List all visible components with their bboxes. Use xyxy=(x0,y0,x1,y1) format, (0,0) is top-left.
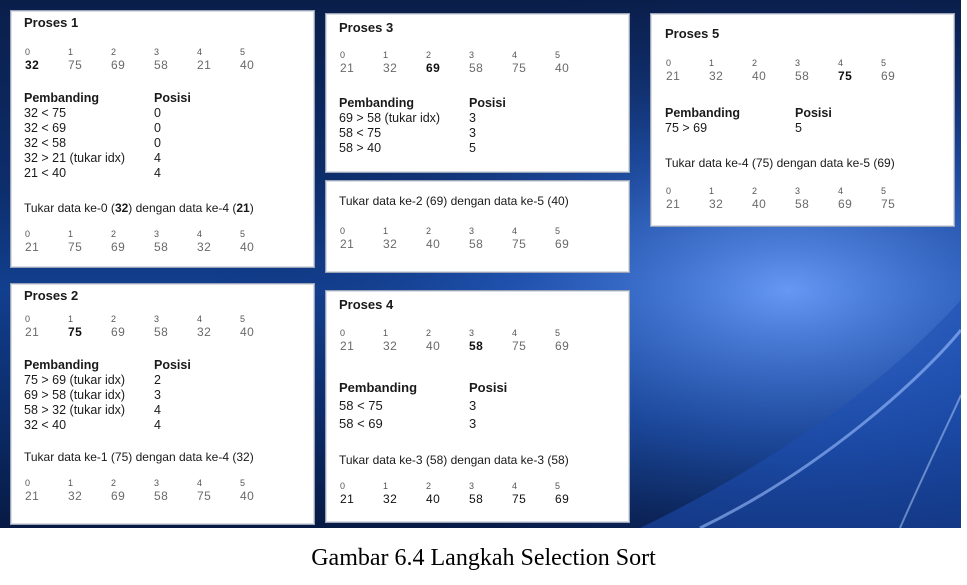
array-value: 21 xyxy=(197,58,212,72)
position-value: 0 xyxy=(154,106,161,120)
swap-note: Tukar data ke-1 (75) dengan data ke-4 (32) xyxy=(24,450,254,464)
array-value: 69 xyxy=(426,61,441,75)
array-value: 32 xyxy=(25,58,40,72)
array-value: 32 xyxy=(383,237,398,251)
swap-note: Tukar data ke-4 (75) dengan data ke-5 (69) xyxy=(665,156,895,170)
array-value: 21 xyxy=(25,240,40,254)
swap-note-text: ) dengan data ke-4 ( xyxy=(128,201,237,215)
column-header: Pembanding xyxy=(665,106,741,120)
panel-title: Proses 2 xyxy=(24,288,79,303)
column-header: Pembanding xyxy=(339,380,418,395)
array-value: 58 xyxy=(795,69,810,83)
array-value: 32 xyxy=(709,69,724,83)
position-value: 3 xyxy=(469,126,476,140)
panel-title: Proses 4 xyxy=(339,297,394,312)
array-value: 40 xyxy=(426,339,441,353)
array-value: 75 xyxy=(68,325,83,339)
value-row xyxy=(25,325,283,339)
swap-value: 21 xyxy=(236,201,250,215)
index-label: 2 xyxy=(111,47,117,57)
index-row xyxy=(25,314,283,325)
index-label: 4 xyxy=(197,478,203,488)
array-value: 58 xyxy=(154,325,169,339)
index-label: 5 xyxy=(555,328,561,338)
position-value: 3 xyxy=(469,398,477,413)
value-row xyxy=(666,69,924,83)
index-label: 5 xyxy=(555,226,561,236)
index-row xyxy=(25,229,283,240)
array-value: 40 xyxy=(426,237,441,251)
array-after xyxy=(340,226,598,251)
proses-5-panel xyxy=(650,13,955,227)
array-value: 75 xyxy=(512,492,527,506)
array-value: 69 xyxy=(555,339,570,353)
index-label: 0 xyxy=(666,186,672,196)
comparison-text: 32 < 75 xyxy=(24,106,67,120)
position-value: 5 xyxy=(469,141,476,155)
swap-note xyxy=(24,201,254,215)
index-row xyxy=(25,47,283,58)
column-header: Posisi xyxy=(154,91,191,105)
array-value: 58 xyxy=(469,492,484,506)
index-label: 1 xyxy=(383,226,389,236)
array-value: 21 xyxy=(340,237,355,251)
comparison-text: 58 < 75 xyxy=(339,398,383,413)
index-label: 1 xyxy=(68,478,74,488)
array-value: 69 xyxy=(111,489,126,503)
value-row xyxy=(666,197,924,211)
index-label: 4 xyxy=(838,58,844,68)
position-value: 4 xyxy=(154,403,161,417)
index-label: 0 xyxy=(25,47,31,57)
array-before xyxy=(340,50,598,75)
array-value: 21 xyxy=(340,339,355,353)
index-label: 4 xyxy=(512,226,518,236)
index-label: 3 xyxy=(469,328,475,338)
index-label: 5 xyxy=(555,481,561,491)
value-row xyxy=(340,492,598,506)
swap-note: Tukar data ke-2 (69) dengan data ke-5 (40) xyxy=(339,194,569,208)
array-value: 40 xyxy=(752,197,767,211)
index-label: 5 xyxy=(881,186,887,196)
panel-title: Proses 3 xyxy=(339,20,394,35)
index-label: 1 xyxy=(383,50,389,60)
array-value: 21 xyxy=(666,69,681,83)
array-after xyxy=(25,478,283,503)
index-label: 3 xyxy=(154,229,160,239)
index-label: 2 xyxy=(111,314,117,324)
column-header: Posisi xyxy=(469,96,506,110)
index-label: 2 xyxy=(111,229,117,239)
index-row xyxy=(340,50,598,61)
index-label: 3 xyxy=(154,314,160,324)
index-label: 4 xyxy=(512,328,518,338)
array-value: 75 xyxy=(68,240,83,254)
comparison-text: 75 > 69 (tukar idx) xyxy=(24,373,126,387)
index-label: 1 xyxy=(383,481,389,491)
array-value: 69 xyxy=(111,240,126,254)
comparison-text: 58 > 32 (tukar idx) xyxy=(24,403,126,417)
column-header: Posisi xyxy=(795,106,832,120)
array-value: 69 xyxy=(111,325,126,339)
array-value: 32 xyxy=(383,61,398,75)
array-value: 40 xyxy=(240,240,255,254)
index-label: 4 xyxy=(512,481,518,491)
index-label: 2 xyxy=(111,478,117,488)
array-value: 69 xyxy=(555,237,570,251)
proses-3-panel xyxy=(325,13,630,173)
array-value: 21 xyxy=(666,197,681,211)
index-label: 3 xyxy=(469,226,475,236)
index-label: 3 xyxy=(154,47,160,57)
proses-4-panel xyxy=(325,290,630,523)
comparison-text: 32 > 21 (tukar idx) xyxy=(24,151,126,165)
column-header: Pembanding xyxy=(24,91,100,105)
array-value: 21 xyxy=(25,325,40,339)
index-label: 5 xyxy=(240,229,246,239)
value-row xyxy=(340,237,598,251)
comparison-text: 75 > 69 xyxy=(665,121,708,135)
value-row xyxy=(340,61,598,75)
index-label: 4 xyxy=(838,186,844,196)
swap-note: Tukar data ke-3 (58) dengan data ke-3 (58) xyxy=(339,453,569,467)
array-value: 75 xyxy=(512,237,527,251)
figure-caption: Gambar 6.4 Langkah Selection Sort xyxy=(311,545,656,571)
array-value: 75 xyxy=(197,489,212,503)
index-label: 0 xyxy=(340,328,346,338)
array-value: 32 xyxy=(68,489,83,503)
position-value: 4 xyxy=(154,166,161,180)
index-label: 2 xyxy=(426,50,432,60)
array-value: 21 xyxy=(25,489,40,503)
array-value: 40 xyxy=(752,69,767,83)
array-value: 58 xyxy=(469,339,484,353)
index-label: 4 xyxy=(512,50,518,60)
index-label: 4 xyxy=(197,314,203,324)
index-label: 0 xyxy=(340,50,346,60)
array-value: 32 xyxy=(383,492,398,506)
comparison-table xyxy=(24,358,191,433)
array-value: 32 xyxy=(197,240,212,254)
index-label: 5 xyxy=(555,50,561,60)
position-value: 3 xyxy=(154,388,161,402)
position-value: 2 xyxy=(154,373,161,387)
index-label: 3 xyxy=(469,481,475,491)
array-value: 75 xyxy=(838,69,853,83)
swap-note-text: Tukar data ke-0 ( xyxy=(24,201,115,215)
array-before xyxy=(25,314,283,339)
index-label: 5 xyxy=(240,314,246,324)
array-value: 58 xyxy=(469,61,484,75)
array-value: 69 xyxy=(838,197,853,211)
index-label: 0 xyxy=(340,481,346,491)
index-row xyxy=(25,478,283,489)
comparison-text: 32 < 69 xyxy=(24,121,67,135)
swap-note-text: ) xyxy=(249,201,254,215)
position-value: 4 xyxy=(154,151,161,165)
array-value: 32 xyxy=(197,325,212,339)
array-value: 40 xyxy=(555,61,570,75)
panel-title: Proses 5 xyxy=(665,26,720,41)
array-value: 58 xyxy=(154,58,169,72)
panel-title: Proses 1 xyxy=(24,15,79,30)
index-label: 1 xyxy=(383,328,389,338)
index-row xyxy=(340,481,598,492)
index-row xyxy=(666,58,924,69)
index-label: 0 xyxy=(25,229,31,239)
swap-value: 32 xyxy=(114,201,129,215)
position-value: 0 xyxy=(154,136,161,150)
index-label: 2 xyxy=(426,328,432,338)
index-label: 3 xyxy=(154,478,160,488)
array-value: 69 xyxy=(111,58,126,72)
index-label: 3 xyxy=(795,58,801,68)
column-header: Posisi xyxy=(469,380,508,395)
column-header: Pembanding xyxy=(24,358,100,372)
comparison-text: 32 < 40 xyxy=(24,418,67,432)
array-after xyxy=(25,229,283,254)
position-value: 5 xyxy=(795,121,802,135)
index-label: 2 xyxy=(752,186,758,196)
array-value: 69 xyxy=(555,492,570,506)
comparison-table xyxy=(24,91,191,181)
index-label: 0 xyxy=(25,314,31,324)
value-row xyxy=(25,240,283,254)
array-after xyxy=(666,186,924,211)
index-label: 5 xyxy=(240,478,246,488)
position-value: 3 xyxy=(469,416,477,431)
index-label: 1 xyxy=(709,186,715,196)
index-label: 0 xyxy=(25,478,31,488)
array-value: 32 xyxy=(709,197,724,211)
value-row xyxy=(340,339,598,353)
index-label: 4 xyxy=(197,47,203,57)
array-value: 69 xyxy=(881,69,896,83)
value-row xyxy=(25,58,283,72)
array-value: 21 xyxy=(340,492,355,506)
proses-2-panel xyxy=(10,283,315,525)
array-after xyxy=(340,481,598,506)
index-label: 4 xyxy=(197,229,203,239)
array-value: 40 xyxy=(426,492,441,506)
comparison-text: 58 > 40 xyxy=(339,141,382,155)
comparison-text: 58 < 69 xyxy=(339,416,383,431)
comparison-text: 69 > 58 (tukar idx) xyxy=(24,388,126,402)
index-label: 1 xyxy=(68,47,74,57)
index-label: 2 xyxy=(752,58,758,68)
comparison-table xyxy=(665,106,832,136)
array-value: 75 xyxy=(881,197,896,211)
index-label: 0 xyxy=(666,58,672,68)
index-label: 1 xyxy=(68,229,74,239)
array-before xyxy=(25,47,283,72)
index-row xyxy=(340,328,598,339)
index-label: 3 xyxy=(795,186,801,196)
index-label: 5 xyxy=(881,58,887,68)
array-value: 32 xyxy=(383,339,398,353)
array-value: 58 xyxy=(154,489,169,503)
array-before xyxy=(666,58,924,83)
array-value: 21 xyxy=(340,61,355,75)
comparison-text: 69 > 58 (tukar idx) xyxy=(339,111,441,125)
array-value: 58 xyxy=(795,197,810,211)
column-header: Pembanding xyxy=(339,96,415,110)
array-value: 40 xyxy=(240,58,255,72)
array-value: 75 xyxy=(512,61,527,75)
position-value: 0 xyxy=(154,121,161,135)
proses-3-result-panel xyxy=(325,180,630,273)
index-label: 5 xyxy=(240,47,246,57)
index-label: 2 xyxy=(426,481,432,491)
index-row xyxy=(666,186,924,197)
array-value: 58 xyxy=(154,240,169,254)
comparison-text: 21 < 40 xyxy=(24,166,67,180)
array-before xyxy=(340,328,598,353)
value-row xyxy=(25,489,283,503)
index-label: 1 xyxy=(709,58,715,68)
comparison-text: 32 < 58 xyxy=(24,136,67,150)
comparison-table xyxy=(339,379,507,433)
position-value: 4 xyxy=(154,418,161,432)
position-value: 3 xyxy=(469,111,476,125)
proses-1-panel xyxy=(10,10,315,268)
array-value: 40 xyxy=(240,325,255,339)
array-value: 40 xyxy=(240,489,255,503)
array-value: 75 xyxy=(512,339,527,353)
array-value: 75 xyxy=(68,58,83,72)
index-label: 3 xyxy=(469,50,475,60)
index-label: 0 xyxy=(340,226,346,236)
comparison-text: 58 < 75 xyxy=(339,126,382,140)
index-label: 1 xyxy=(68,314,74,324)
comparison-table xyxy=(339,96,506,156)
index-label: 2 xyxy=(426,226,432,236)
index-row xyxy=(340,226,598,237)
array-value: 58 xyxy=(469,237,484,251)
column-header: Posisi xyxy=(154,358,191,372)
